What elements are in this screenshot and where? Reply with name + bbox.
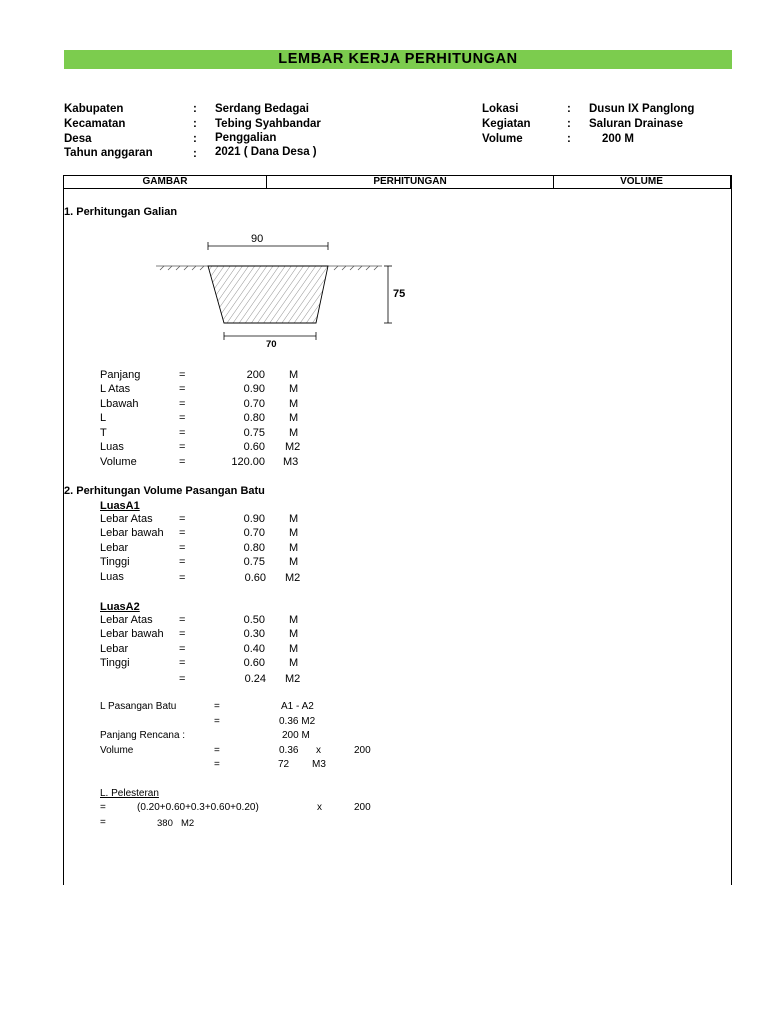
row-label: Tinggi xyxy=(100,657,130,669)
info-label: Kecamatan xyxy=(64,118,126,130)
row-eq: = xyxy=(179,542,186,554)
row-eq: = xyxy=(179,628,186,640)
row-value: 120.00 xyxy=(231,456,265,468)
header-volume: VOLUME xyxy=(620,176,663,187)
pelesteran-eq1: = xyxy=(100,802,106,813)
row-unit: M xyxy=(289,369,299,381)
page-title: LEMBAR KERJA PERHITUNGAN xyxy=(278,51,518,67)
row-value: 0.75 xyxy=(243,427,265,439)
l-pasangan-result: 0.36 M2 xyxy=(279,716,316,727)
pelesteran-result: 380 xyxy=(157,818,173,829)
row-eq: = xyxy=(179,527,186,539)
info-value: Saluran Drainase xyxy=(589,118,683,130)
info-value: 2021 ( Dana Desa ) xyxy=(215,146,317,158)
header-perhitungan: PERHITUNGAN xyxy=(267,176,554,188)
info-label: Kegiatan xyxy=(482,118,531,130)
volume-eq2: = xyxy=(214,759,220,770)
l-pasangan-label: L Pasangan Batu xyxy=(100,701,177,712)
row-unit: M2 xyxy=(285,673,301,685)
info-value: Tebing Syahbandar xyxy=(215,118,321,130)
row-unit: M xyxy=(289,527,299,539)
info-sep: : xyxy=(193,103,197,115)
row-label: Lebar xyxy=(100,542,129,554)
info-sep: : xyxy=(193,148,197,160)
volume-unit: M3 xyxy=(312,759,326,770)
row-eq: = xyxy=(179,441,186,453)
header-gambar: GAMBAR xyxy=(64,176,267,188)
row-eq: = xyxy=(179,643,186,655)
info-label: Lokasi xyxy=(482,103,519,115)
info-label: Desa xyxy=(64,133,92,145)
row-value: 0.70 xyxy=(243,527,265,539)
row-unit: M xyxy=(289,412,299,424)
row-value: 0.60 xyxy=(243,441,265,453)
drawing-top-label: 90 xyxy=(251,233,264,245)
volume-b: 200 xyxy=(354,745,371,756)
row-label: Lbawah xyxy=(100,398,139,410)
panjang-rencana-label: Panjang Rencana : xyxy=(100,730,186,741)
info-sep: : xyxy=(193,118,197,130)
row-eq: = xyxy=(179,572,186,584)
row-label: Volume xyxy=(100,456,137,468)
pelesteran-mult: 200 xyxy=(354,802,371,813)
row-value: 200 xyxy=(246,369,265,381)
row-unit: M xyxy=(289,383,299,395)
section2-title: 2. Perhitungan Volume Pasangan Batu xyxy=(64,485,265,497)
l-pasangan-eq2: = xyxy=(214,716,220,727)
info-sep: : xyxy=(567,133,571,145)
volume-a: 0.36 xyxy=(279,745,299,756)
row-eq: = xyxy=(179,398,186,410)
volume-label: Volume xyxy=(100,745,134,756)
row-unit: M xyxy=(289,556,299,568)
row-label: Panjang xyxy=(100,369,141,381)
pelesteran-unit: M2 xyxy=(181,818,195,829)
row-eq: = xyxy=(179,412,186,424)
panjang-rencana-value: 200 M xyxy=(282,730,310,741)
row-value: 0.40 xyxy=(243,643,265,655)
row-value: 0.90 xyxy=(243,513,265,525)
pelesteran-eq2: = xyxy=(100,817,106,828)
volume-x: x xyxy=(316,745,321,756)
row-label: Lebar Atas xyxy=(100,513,153,525)
row-unit: M3 xyxy=(283,456,299,468)
pelesteran-formula: (0.20+0.60+0.3+0.60+0.20) xyxy=(137,802,259,813)
row-eq: = xyxy=(179,369,186,381)
row-eq: = xyxy=(179,513,186,525)
row-value: 0.80 xyxy=(243,412,265,424)
row-value: 0.50 xyxy=(243,614,265,626)
row-unit: M xyxy=(289,398,299,410)
row-unit: M2 xyxy=(285,441,301,453)
info-label: Kabupaten xyxy=(64,103,124,115)
row-label: Tinggi xyxy=(100,556,130,568)
row-value: 0.80 xyxy=(243,542,265,554)
volume-eq: = xyxy=(214,745,220,756)
row-label: Luas xyxy=(100,571,124,583)
row-eq: = xyxy=(179,673,186,685)
row-unit: M xyxy=(289,542,299,554)
section1-title: 1. Perhitungan Galian xyxy=(64,206,178,218)
row-value: 0.24 xyxy=(244,673,266,685)
title-bar xyxy=(64,50,732,69)
row-unit: M xyxy=(289,643,299,655)
row-value: 0.30 xyxy=(243,628,265,640)
row-label: L xyxy=(100,412,107,424)
luas-a2-heading: LuasA2 xyxy=(100,601,140,613)
row-unit: M xyxy=(289,614,299,626)
info-sep: : xyxy=(567,118,571,130)
pelesteran-heading: L. Pelesteran xyxy=(100,788,159,799)
row-label: Lebar xyxy=(100,643,129,655)
info-value: 200 M xyxy=(602,133,634,145)
info-label: Tahun anggaran xyxy=(64,147,153,159)
row-eq: = xyxy=(179,427,186,439)
row-eq: = xyxy=(179,657,186,669)
row-label: Lebar Atas xyxy=(100,614,153,626)
row-value: 0.90 xyxy=(243,383,265,395)
l-pasangan-eq: = xyxy=(214,701,220,712)
row-value: 0.75 xyxy=(243,556,265,568)
info-sep: : xyxy=(567,103,571,115)
row-unit: M2 xyxy=(285,572,301,584)
row-label: Lebar bawah xyxy=(100,527,164,539)
info-value: Serdang Bedagai xyxy=(215,103,309,115)
info-value: Dusun IX Panglong xyxy=(589,103,695,115)
l-pasangan-formula: A1 - A2 xyxy=(281,701,314,712)
row-eq: = xyxy=(179,456,186,468)
trench-cross-section-drawing xyxy=(150,232,420,354)
table-header xyxy=(63,175,731,189)
pelesteran-x: x xyxy=(317,802,322,813)
info-sep: : xyxy=(193,133,197,145)
drawing-side-label: 75 xyxy=(393,288,406,300)
info-value: Penggalian xyxy=(215,132,277,144)
row-value: 0.60 xyxy=(243,657,265,669)
row-unit: M xyxy=(289,513,299,525)
row-eq: = xyxy=(179,383,186,395)
info-label: Volume xyxy=(482,133,523,145)
row-value: 0.60 xyxy=(244,572,266,584)
row-label: T xyxy=(100,427,107,439)
row-unit: M xyxy=(289,628,299,640)
row-unit: M xyxy=(289,657,299,669)
row-label: Lebar bawah xyxy=(100,628,164,640)
row-eq: = xyxy=(179,614,186,626)
row-eq: = xyxy=(179,556,186,568)
row-label: Luas xyxy=(100,441,124,453)
drawing-bottom-label: 70 xyxy=(266,339,277,350)
row-label: L Atas xyxy=(100,383,131,395)
row-unit: M xyxy=(289,427,299,439)
luas-a1-heading: LuasA1 xyxy=(100,500,140,512)
row-value: 0.70 xyxy=(243,398,265,410)
volume-result: 72 xyxy=(278,759,290,770)
